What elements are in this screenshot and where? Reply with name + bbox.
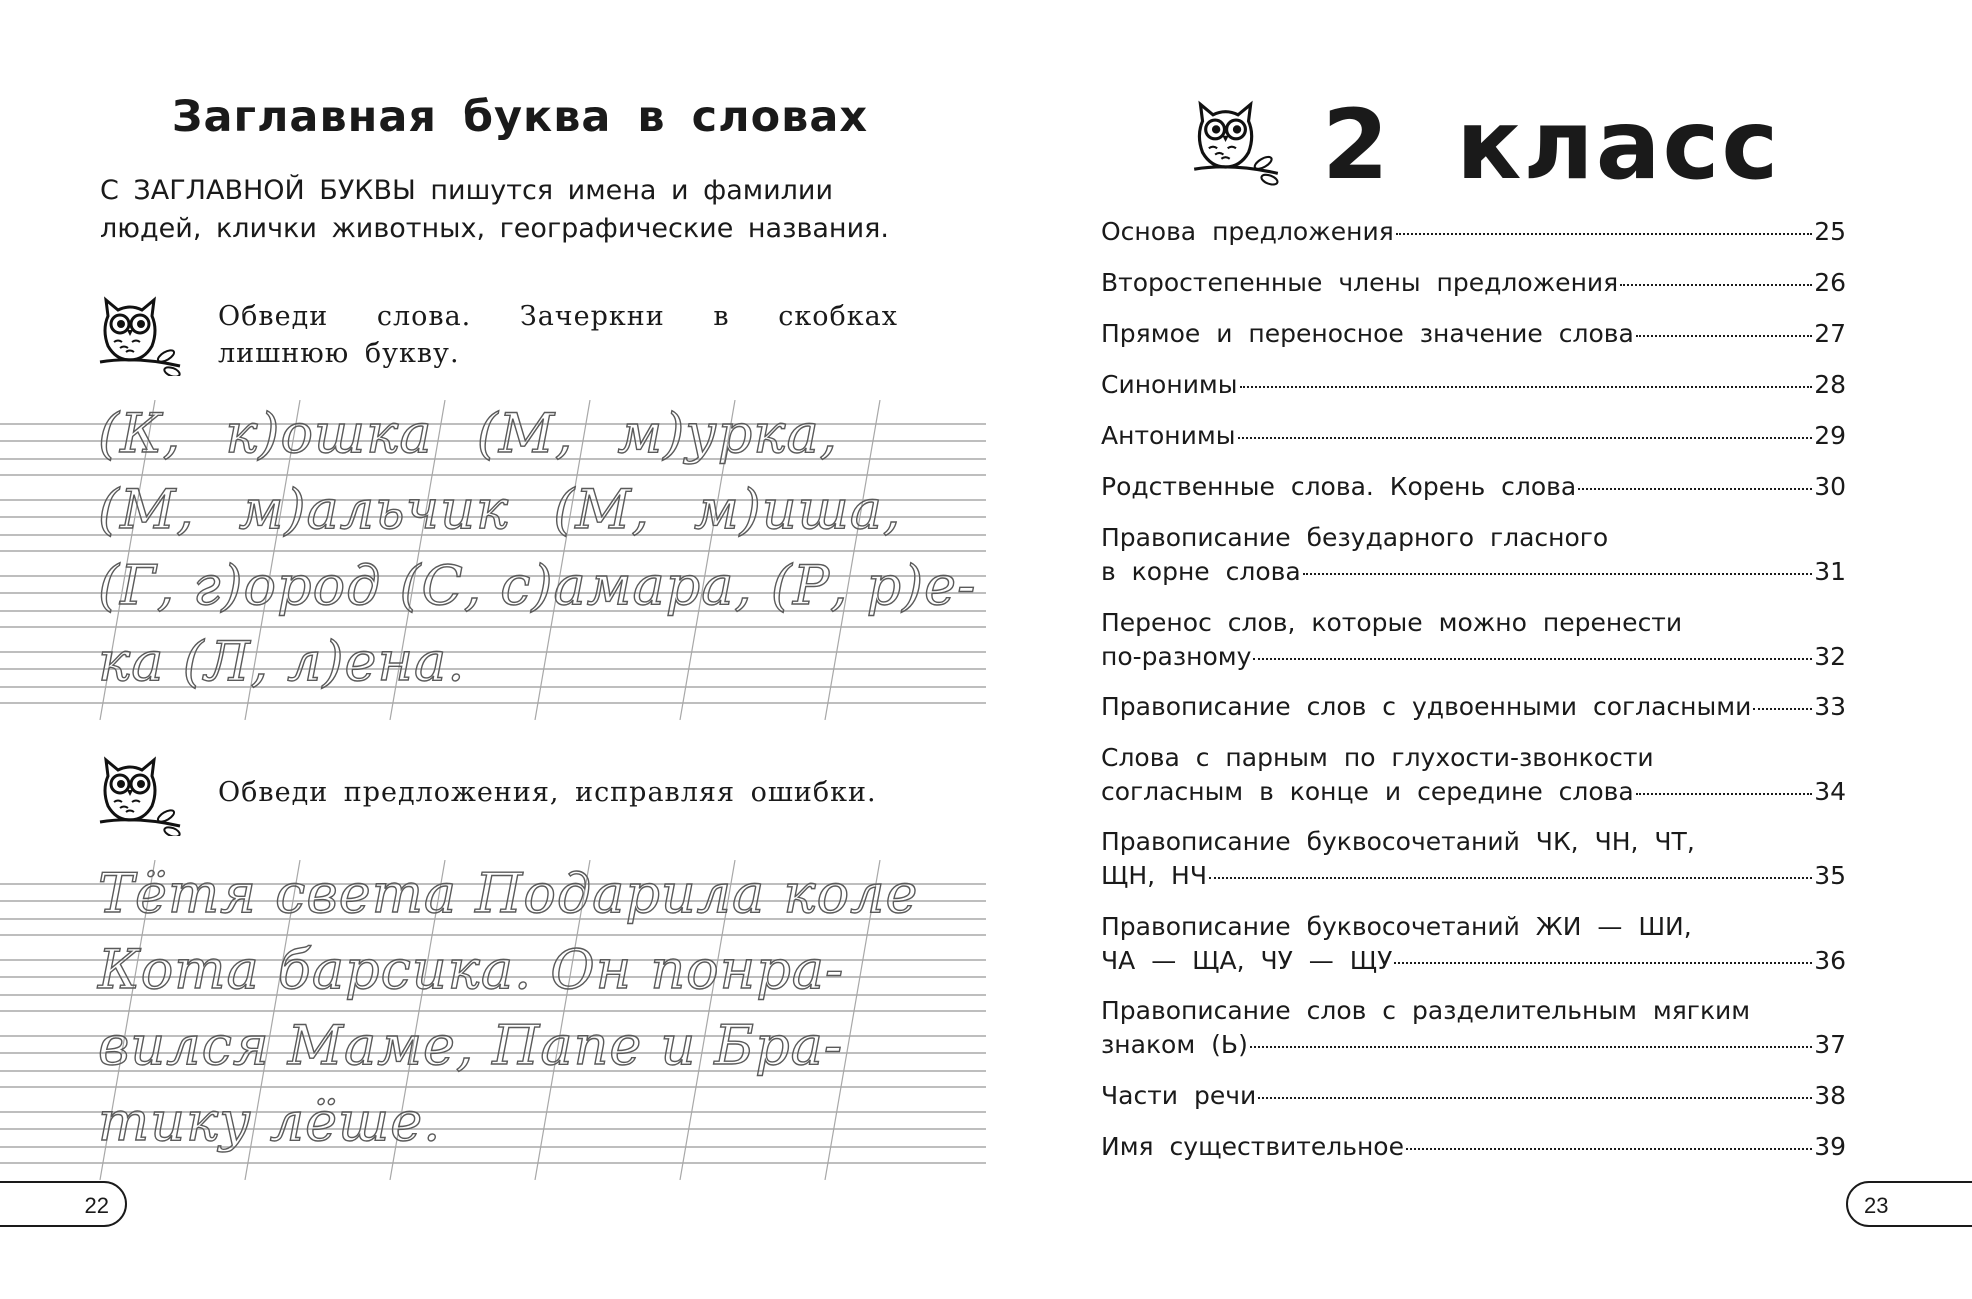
- toc-item-page: 29: [1814, 421, 1846, 450]
- toc-item-title: Слова с парным по глухости-звонкости: [1101, 743, 1654, 772]
- toc-item-page: 36: [1814, 946, 1846, 975]
- toc-item-title: Синонимы: [1101, 370, 1238, 399]
- toc-item-title: Правописание буквосочетаний ЧК, ЧН, ЧТ,: [1101, 827, 1695, 856]
- toc-item-title: Основа предложения: [1101, 217, 1394, 246]
- owl-icon: [96, 296, 184, 376]
- dot-leader: [1303, 573, 1812, 575]
- toc-item[interactable]: [1101, 910, 1846, 978]
- toc-item-page: 39: [1814, 1132, 1846, 1161]
- toc-item[interactable]: [1101, 994, 1846, 1062]
- toc-item-title: Перенос слов, которые можно перенести: [1101, 608, 1683, 637]
- toc-item-title-continued: ЧА — ЩА, ЧУ — ЩУ: [1101, 946, 1393, 975]
- toc-item-title: Правописание слов с разделительным мягким: [1101, 996, 1751, 1025]
- toc-item-page: 34: [1814, 777, 1846, 806]
- toc-item-title: Правописание буквосочетаний ЖИ — ШИ,: [1101, 912, 1692, 941]
- dot-leader: [1406, 1148, 1812, 1150]
- trace-line: (К, к)ошка (М, м)урка,: [98, 402, 838, 465]
- rule-text: С ЗАГЛАВНОЙ БУКВЫ пишутся имена и фамилии людей, клички животных, географические названия.: [100, 175, 889, 244]
- toc-item-title: Родственные слова. Корень слова: [1101, 472, 1577, 501]
- trace-line: ка (Л, л)ена.: [98, 630, 466, 693]
- dot-leader: [1396, 233, 1812, 235]
- dot-leader: [1238, 437, 1813, 439]
- toc-item-title-continued: в корне слова: [1101, 557, 1301, 586]
- toc-item-title-continued: ЩН, НЧ: [1101, 861, 1207, 890]
- toc-item-title: Правописание безударного гласного: [1101, 523, 1609, 552]
- toc-item-title-continued: по-разному: [1101, 642, 1252, 671]
- dot-leader: [1753, 708, 1812, 710]
- toc-item-title: Прямое и переносное значение слова: [1101, 319, 1634, 348]
- toc-item[interactable]: [1101, 690, 1846, 724]
- copybook-lines-2: [0, 860, 986, 1180]
- toc-item-page: 27: [1814, 319, 1846, 348]
- trace-line: вился Маме, Папе и Бра-: [98, 1014, 844, 1077]
- toc-item-page: 26: [1814, 268, 1846, 297]
- dot-leader: [1636, 793, 1812, 795]
- toc-item-page: 38: [1814, 1081, 1846, 1110]
- page-number: 22: [0, 1181, 127, 1227]
- dot-leader: [1240, 386, 1813, 388]
- toc-item[interactable]: [1101, 419, 1846, 453]
- toc-item[interactable]: [1101, 825, 1846, 893]
- toc-item-title-continued: знаком (Ь): [1101, 1030, 1248, 1059]
- right-page: [986, 0, 1972, 1299]
- dot-leader: [1620, 284, 1812, 286]
- toc-item[interactable]: [1101, 368, 1846, 402]
- toc-item-page: 28: [1814, 370, 1846, 399]
- toc-item-title: Правописание слов с удвоенными согласными: [1101, 692, 1752, 721]
- trace-line: Тётя света Подарила коле: [98, 862, 919, 925]
- owl-icon: [1190, 96, 1282, 188]
- copybook-lines-1: [0, 400, 986, 720]
- toc-item-page: 33: [1814, 692, 1846, 721]
- dot-leader: [1394, 962, 1812, 964]
- page-number: 23: [1846, 1181, 1972, 1227]
- toc-item-page: 37: [1814, 1030, 1846, 1059]
- dot-leader: [1578, 488, 1812, 490]
- dot-leader: [1636, 335, 1812, 337]
- trace-line: (М, м)альчик (М, м)иша,: [98, 478, 902, 541]
- trace-line: (Г, г)ород (С, с)амара, (Р, р)е-: [98, 554, 977, 617]
- toc-item-title-continued: согласным в конце и середине слова: [1101, 777, 1634, 806]
- trace-line: тику лёше.: [98, 1090, 442, 1153]
- dot-leader: [1258, 1097, 1812, 1099]
- toc-item[interactable]: [1101, 266, 1846, 300]
- toc-item[interactable]: [1101, 1079, 1846, 1113]
- owl-icon: [96, 756, 184, 836]
- grade-title: 2 класс: [1322, 89, 1781, 201]
- toc-item[interactable]: [1101, 317, 1846, 351]
- toc-item-page: 30: [1814, 472, 1846, 501]
- toc-item[interactable]: [1101, 215, 1846, 249]
- task-1-instruction: Обведи слова. Зачеркни в скобках лишнюю букву.: [218, 301, 898, 369]
- toc-item-page: 25: [1814, 217, 1846, 246]
- trace-line: Кота барсика. Он понра-: [98, 938, 845, 1001]
- dot-leader: [1253, 658, 1812, 660]
- toc-item-title: Имя существительное: [1101, 1132, 1404, 1161]
- toc-item-title: Второстепенные члены предложения: [1101, 268, 1619, 297]
- toc-item-title: Антонимы: [1101, 421, 1236, 450]
- dot-leader: [1250, 1046, 1812, 1048]
- toc-item-page: 32: [1814, 642, 1846, 671]
- toc-item[interactable]: [1101, 1130, 1846, 1164]
- task-2-instruction: Обведи предложения, исправляя ошибки.: [218, 777, 877, 808]
- dot-leader: [1209, 877, 1812, 879]
- toc-item[interactable]: [1101, 470, 1846, 504]
- toc-item[interactable]: [1101, 606, 1846, 674]
- lesson-title: Заглавная буква в словах: [171, 92, 869, 142]
- toc-item[interactable]: [1101, 741, 1846, 809]
- toc-item-page: 31: [1814, 557, 1846, 586]
- toc-item[interactable]: [1101, 521, 1846, 589]
- toc-item-title: Части речи: [1101, 1081, 1257, 1110]
- toc-item-page: 35: [1814, 861, 1846, 890]
